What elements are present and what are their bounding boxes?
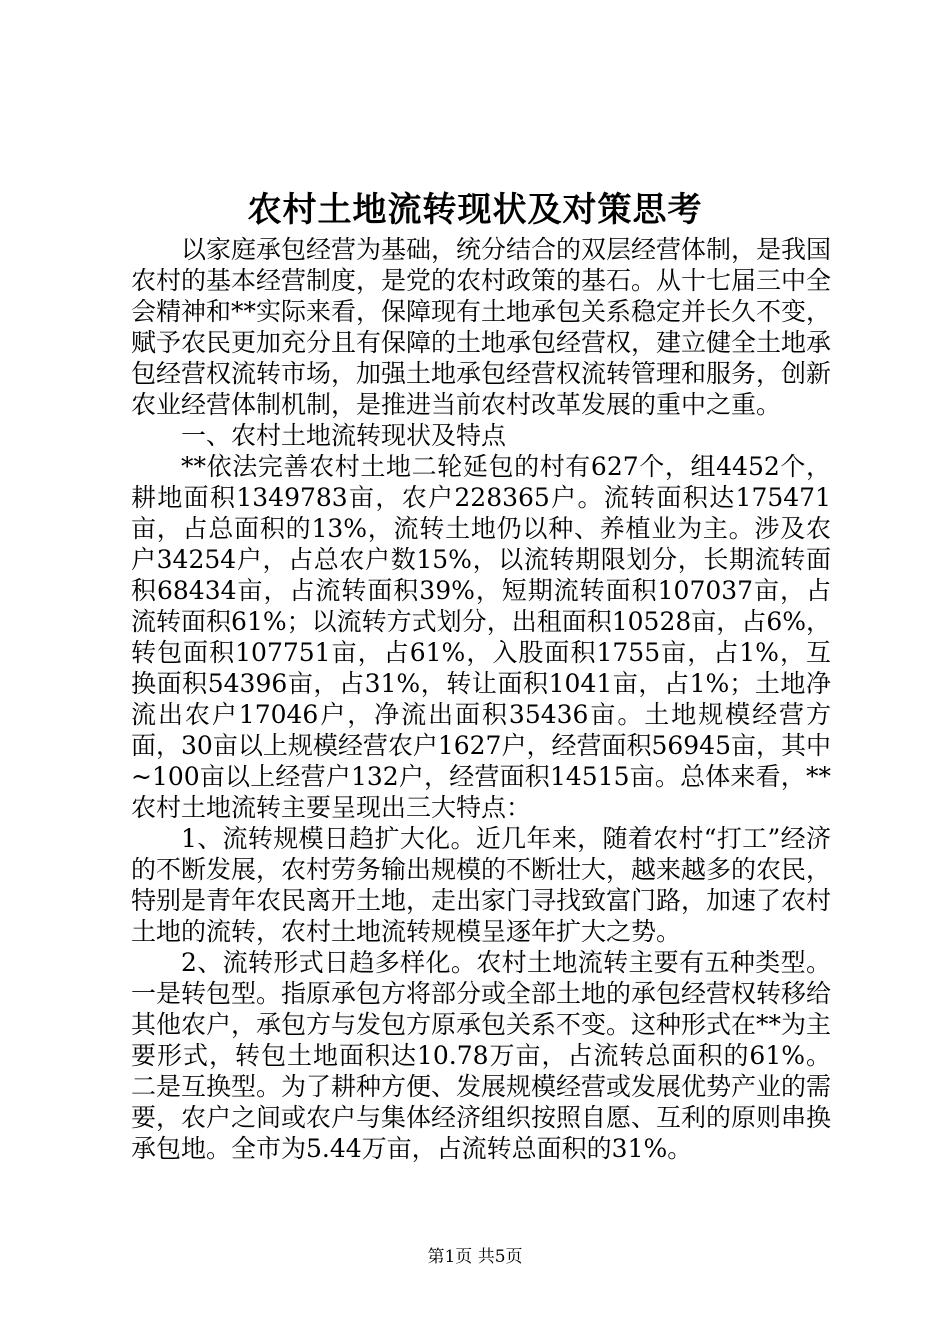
paragraph-feature-1: 1、流转规模日趋扩大化。近几年来，随着农村“打工”经济的不断发展，农村劳务输出规模的不断壮大，越来越多的农民，特别是青年农民离开土地，走出家门寻找致富门路，加速了农村土地的流转，农村土地流转规模呈逐年扩大之势。: [131, 824, 832, 946]
document-body: [131, 234, 831, 1164]
paragraph-feature-2: 2、流转形式日趋多样化。农村土地流转主要有五种类型。一是转包型。指原承包方将部分或全部土地的承包经营权转移给其他农户，承包方与发包方原承包关系不变。这种形式在**为主要形式，转包土地面积达10.78万亩，占流转总面积的61%。二是互换型。为了耕种方便、发展规模经营或发展优势产业的需要，农户之间或农户与集体经济组织按照自愿、互利的原则串换承包地。全市为5.44万亩，占流转总面积的31%。: [131, 948, 832, 1163]
page-number-footer: 第1页 共5页: [427, 1247, 523, 1267]
paragraph-intro: 以家庭承包经营为基础，统分结合的双层经营体制，是我国农村的基本经营制度，是党的农村政策的基石。从十七届三中全会精神和**实际来看，保障现有土地承包关系稳定并长久不变，赋予农民更加充分且有保障的土地承包经营权，建立健全土地承包经营权流转市场，加强土地承包经营权流转管理和服务，创新农业经营体制机制，是推进当前农村改革发展的重中之重。: [131, 235, 832, 419]
paragraph-statistics: **依法完善农村土地二轮延包的村有627个，组4452个，耕地面积1349783亩，农户228365户。流转面积达175471亩，占总面积的13%，流转土地仍以种、养植业为主。涉及农户34254户，占总农户数15%，以流转期限划分，长期流转面积68434亩，占流转面积39%，短期流转面积107037亩，占流转面积61%；以流转方式划分，出租面积10528亩，占6%，转包面积107751亩，占61%，入股面积1755亩，占1%，互换面积54396亩，占31%，转让面积1041亩，占1%；土地净流出农户17046户，净流出面积35436亩。土地规模经营方面，30亩以上规模经营农户1627户，经营面积56945亩，其中~100亩以上经营户132户，经营面积14515亩。总体来看，**农村土地流转主要呈现出三大特点：: [131, 452, 831, 822]
document-title: 农村土地流转现状及对策思考: [247, 190, 703, 230]
section-heading-1: 一、农村土地流转现状及特点: [181, 421, 507, 450]
